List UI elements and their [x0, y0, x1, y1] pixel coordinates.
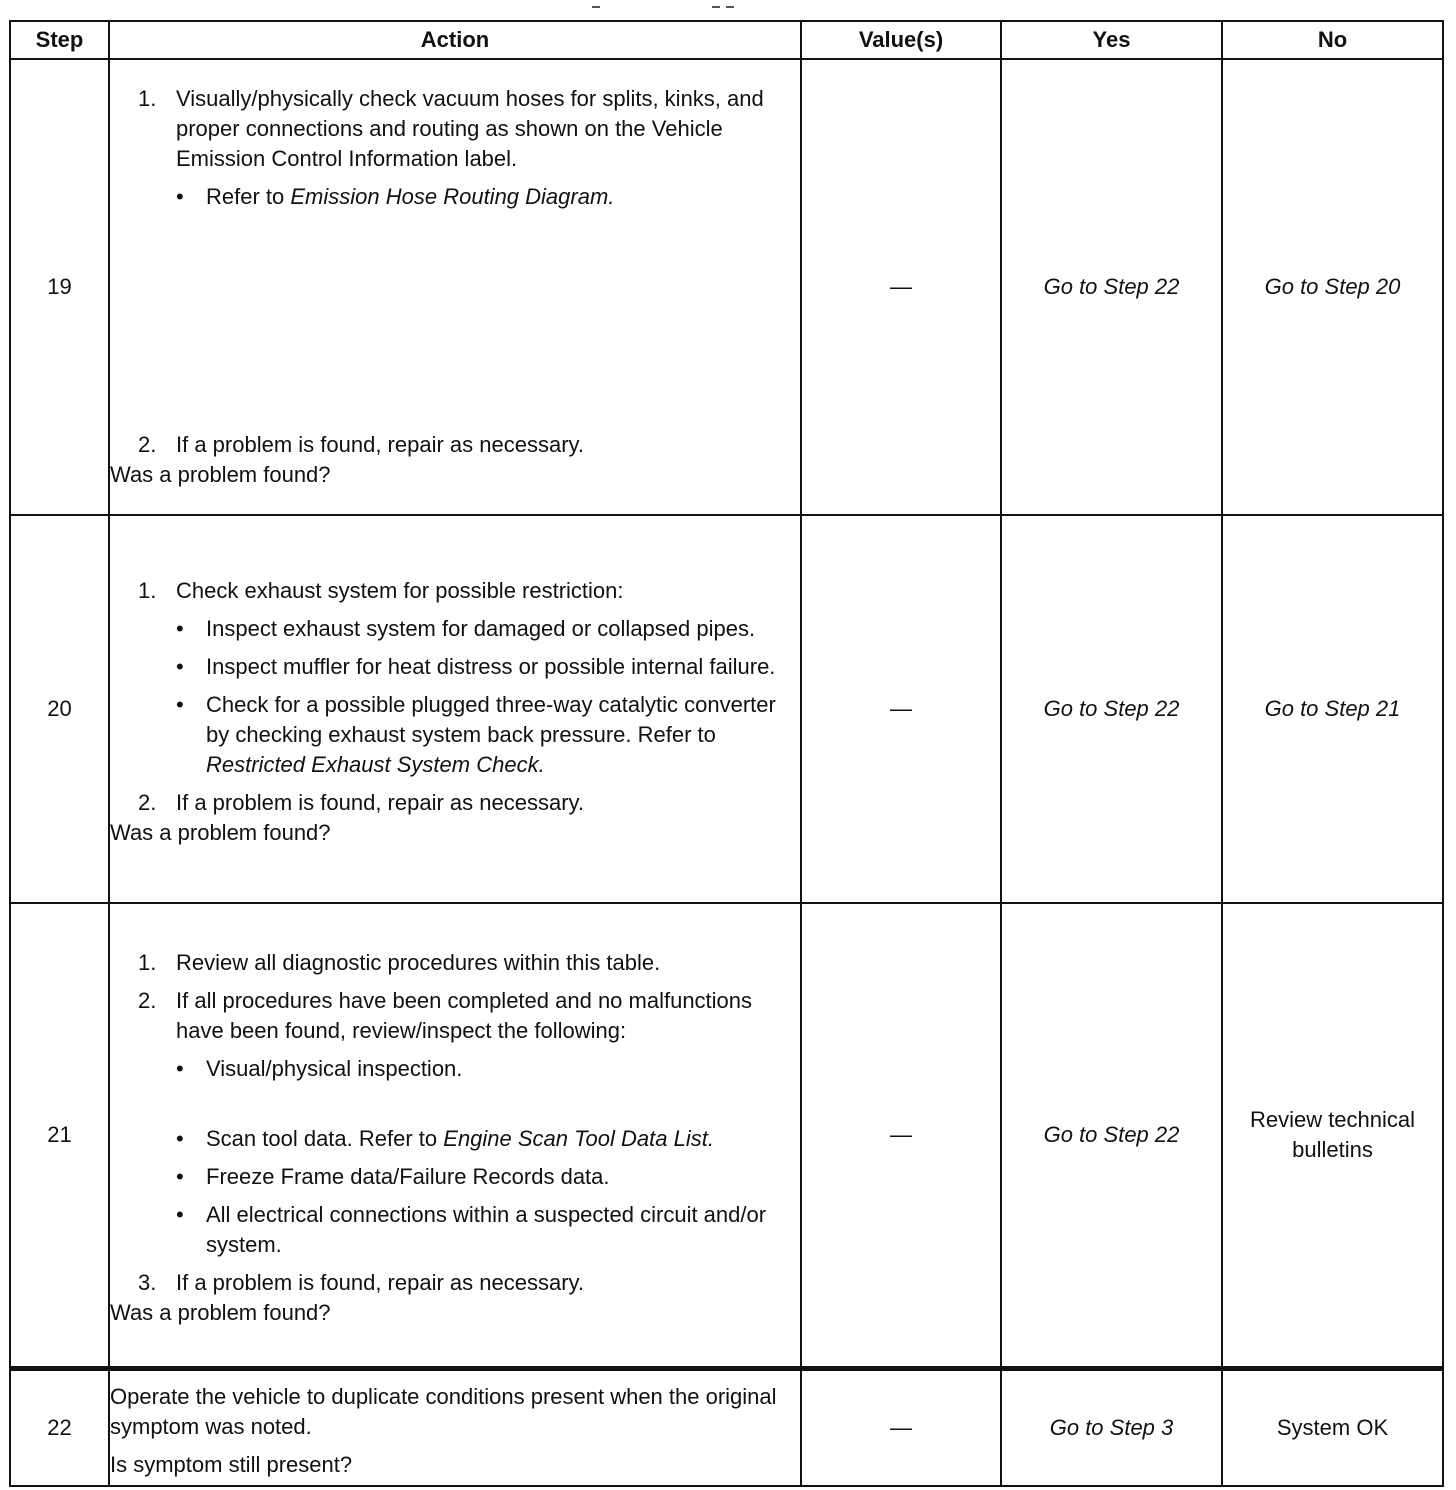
question: Was a problem found? — [110, 1300, 331, 1325]
action-cell: 1. Review all diagnostic procedures within this table. 2. If all procedures have been completed and no malfunctions have been found, review/inspect the following: • Visual/physical inspection. • Scan tool data. Refer to Engine Scan Tool Data List. • Freeze Frame data/Failure Records data. • All electrical connections within a suspected circuit and/or system. 3. If a problem is found, repair as necessary. Was a problem found? — [109, 903, 801, 1369]
no-answer: Go to Step 21 — [1222, 515, 1443, 903]
value-cell — [801, 1369, 1001, 1487]
no-answer: Review technical bulletins — [1222, 903, 1443, 1369]
table-row — [10, 515, 1443, 903]
yes-answer: Go to Step 22 — [1001, 903, 1222, 1369]
value-cell — [801, 903, 1001, 1369]
page-top-marks — [0, 0, 1456, 20]
question: Was a problem found? — [110, 820, 331, 845]
action-item: If a problem is found, repair as necessary. — [176, 1270, 585, 1295]
no-answer: Go to Step 20 — [1222, 59, 1443, 515]
value-dash: — — [890, 1415, 912, 1440]
reference-link[interactable]: Restricted Exhaust System Check. — [206, 752, 545, 777]
action-item: If a problem is found, repair as necessary. — [176, 432, 585, 457]
action-bullet: Refer to Emission Hose Routing Diagram. — [206, 184, 615, 209]
action-item: Check exhaust system for possible restriction: — [176, 578, 624, 603]
reference-link[interactable]: Emission Hose Routing Diagram. — [290, 184, 615, 209]
action-bullet: Check for a possible plugged three-way catalytic converter by checking exhaust system back pressure. Refer to Restricted Exhaust System Check. — [206, 692, 776, 777]
table-row — [10, 903, 1443, 1369]
header-no: No — [1222, 21, 1443, 59]
value-dash: — — [890, 696, 912, 721]
table-row — [10, 59, 1443, 515]
no-answer: System OK — [1222, 1369, 1443, 1487]
step-number: 20 — [10, 515, 109, 903]
action-item: If all procedures have been completed and no malfunctions have been found, review/inspect the following: — [176, 988, 753, 1043]
value-dash: — — [890, 274, 912, 299]
reference-link[interactable]: Engine Scan Tool Data List. — [443, 1126, 714, 1151]
action-bullet: Freeze Frame data/Failure Records data. — [206, 1164, 610, 1189]
action-bullet: Inspect muffler for heat distress or possible internal failure. — [206, 654, 776, 679]
header-step: Step — [10, 21, 109, 59]
action-item: Review all diagnostic procedures within this table. — [176, 950, 661, 975]
action-item: Visually/physically check vacuum hoses for splits, kinks, and proper connections and routing as shown on the Vehicle Emission Control Information label. — [176, 86, 764, 171]
action-item: If a problem is found, repair as necessary. — [176, 790, 585, 815]
action-bullet: All electrical connections within a suspected circuit and/or system. — [206, 1202, 767, 1257]
action-bullet: Visual/physical inspection. — [206, 1056, 463, 1081]
action-cell — [109, 1369, 801, 1487]
header-action: Action — [109, 21, 801, 59]
value-cell — [801, 515, 1001, 903]
action-bullet: Scan tool data. Refer to Engine Scan Tool Data List. — [206, 1126, 714, 1151]
step-number: 21 — [10, 903, 109, 1369]
header-values: Value(s) — [801, 21, 1001, 59]
step-number: 22 — [10, 1369, 109, 1487]
header-row — [10, 21, 1443, 59]
value-cell — [801, 59, 1001, 515]
yes-answer: Go to Step 22 — [1001, 515, 1222, 903]
yes-answer: Go to Step 22 — [1001, 59, 1222, 515]
action-text: Operate the vehicle to duplicate conditions present when the original symptom was noted. — [110, 1384, 777, 1439]
action-cell: 1. Visually/physically check vacuum hoses for splits, kinks, and proper connections and routing as shown on the Vehicle Emission Control Information label. • Refer to Emission Hose Routing Diagram. 2. If a problem is found, repair as necessary. Was a problem found? — [109, 59, 801, 515]
value-dash: — — [890, 1122, 912, 1147]
yes-answer: Go to Step 3 — [1001, 1369, 1222, 1487]
action-bullet: Inspect exhaust system for damaged or collapsed pipes. — [206, 616, 756, 641]
diagnostic-table — [9, 20, 1444, 1487]
table-row — [10, 1369, 1443, 1487]
action-cell: 1. Check exhaust system for possible restriction: • Inspect exhaust system for damaged or collapsed pipes. • Inspect muffler for heat distress or possible internal failure. • Check for a possible plugged three-way catalytic converter by checking exhaust system back pressure. Refer to Restricted Exhaust System Check. 2. If a problem is found, repair as necessary. Was a problem found? — [109, 515, 801, 903]
question: Is symptom still present? — [110, 1452, 353, 1477]
step-number: 19 — [10, 59, 109, 515]
header-yes: Yes — [1001, 21, 1222, 59]
question: Was a problem found? — [110, 462, 331, 487]
